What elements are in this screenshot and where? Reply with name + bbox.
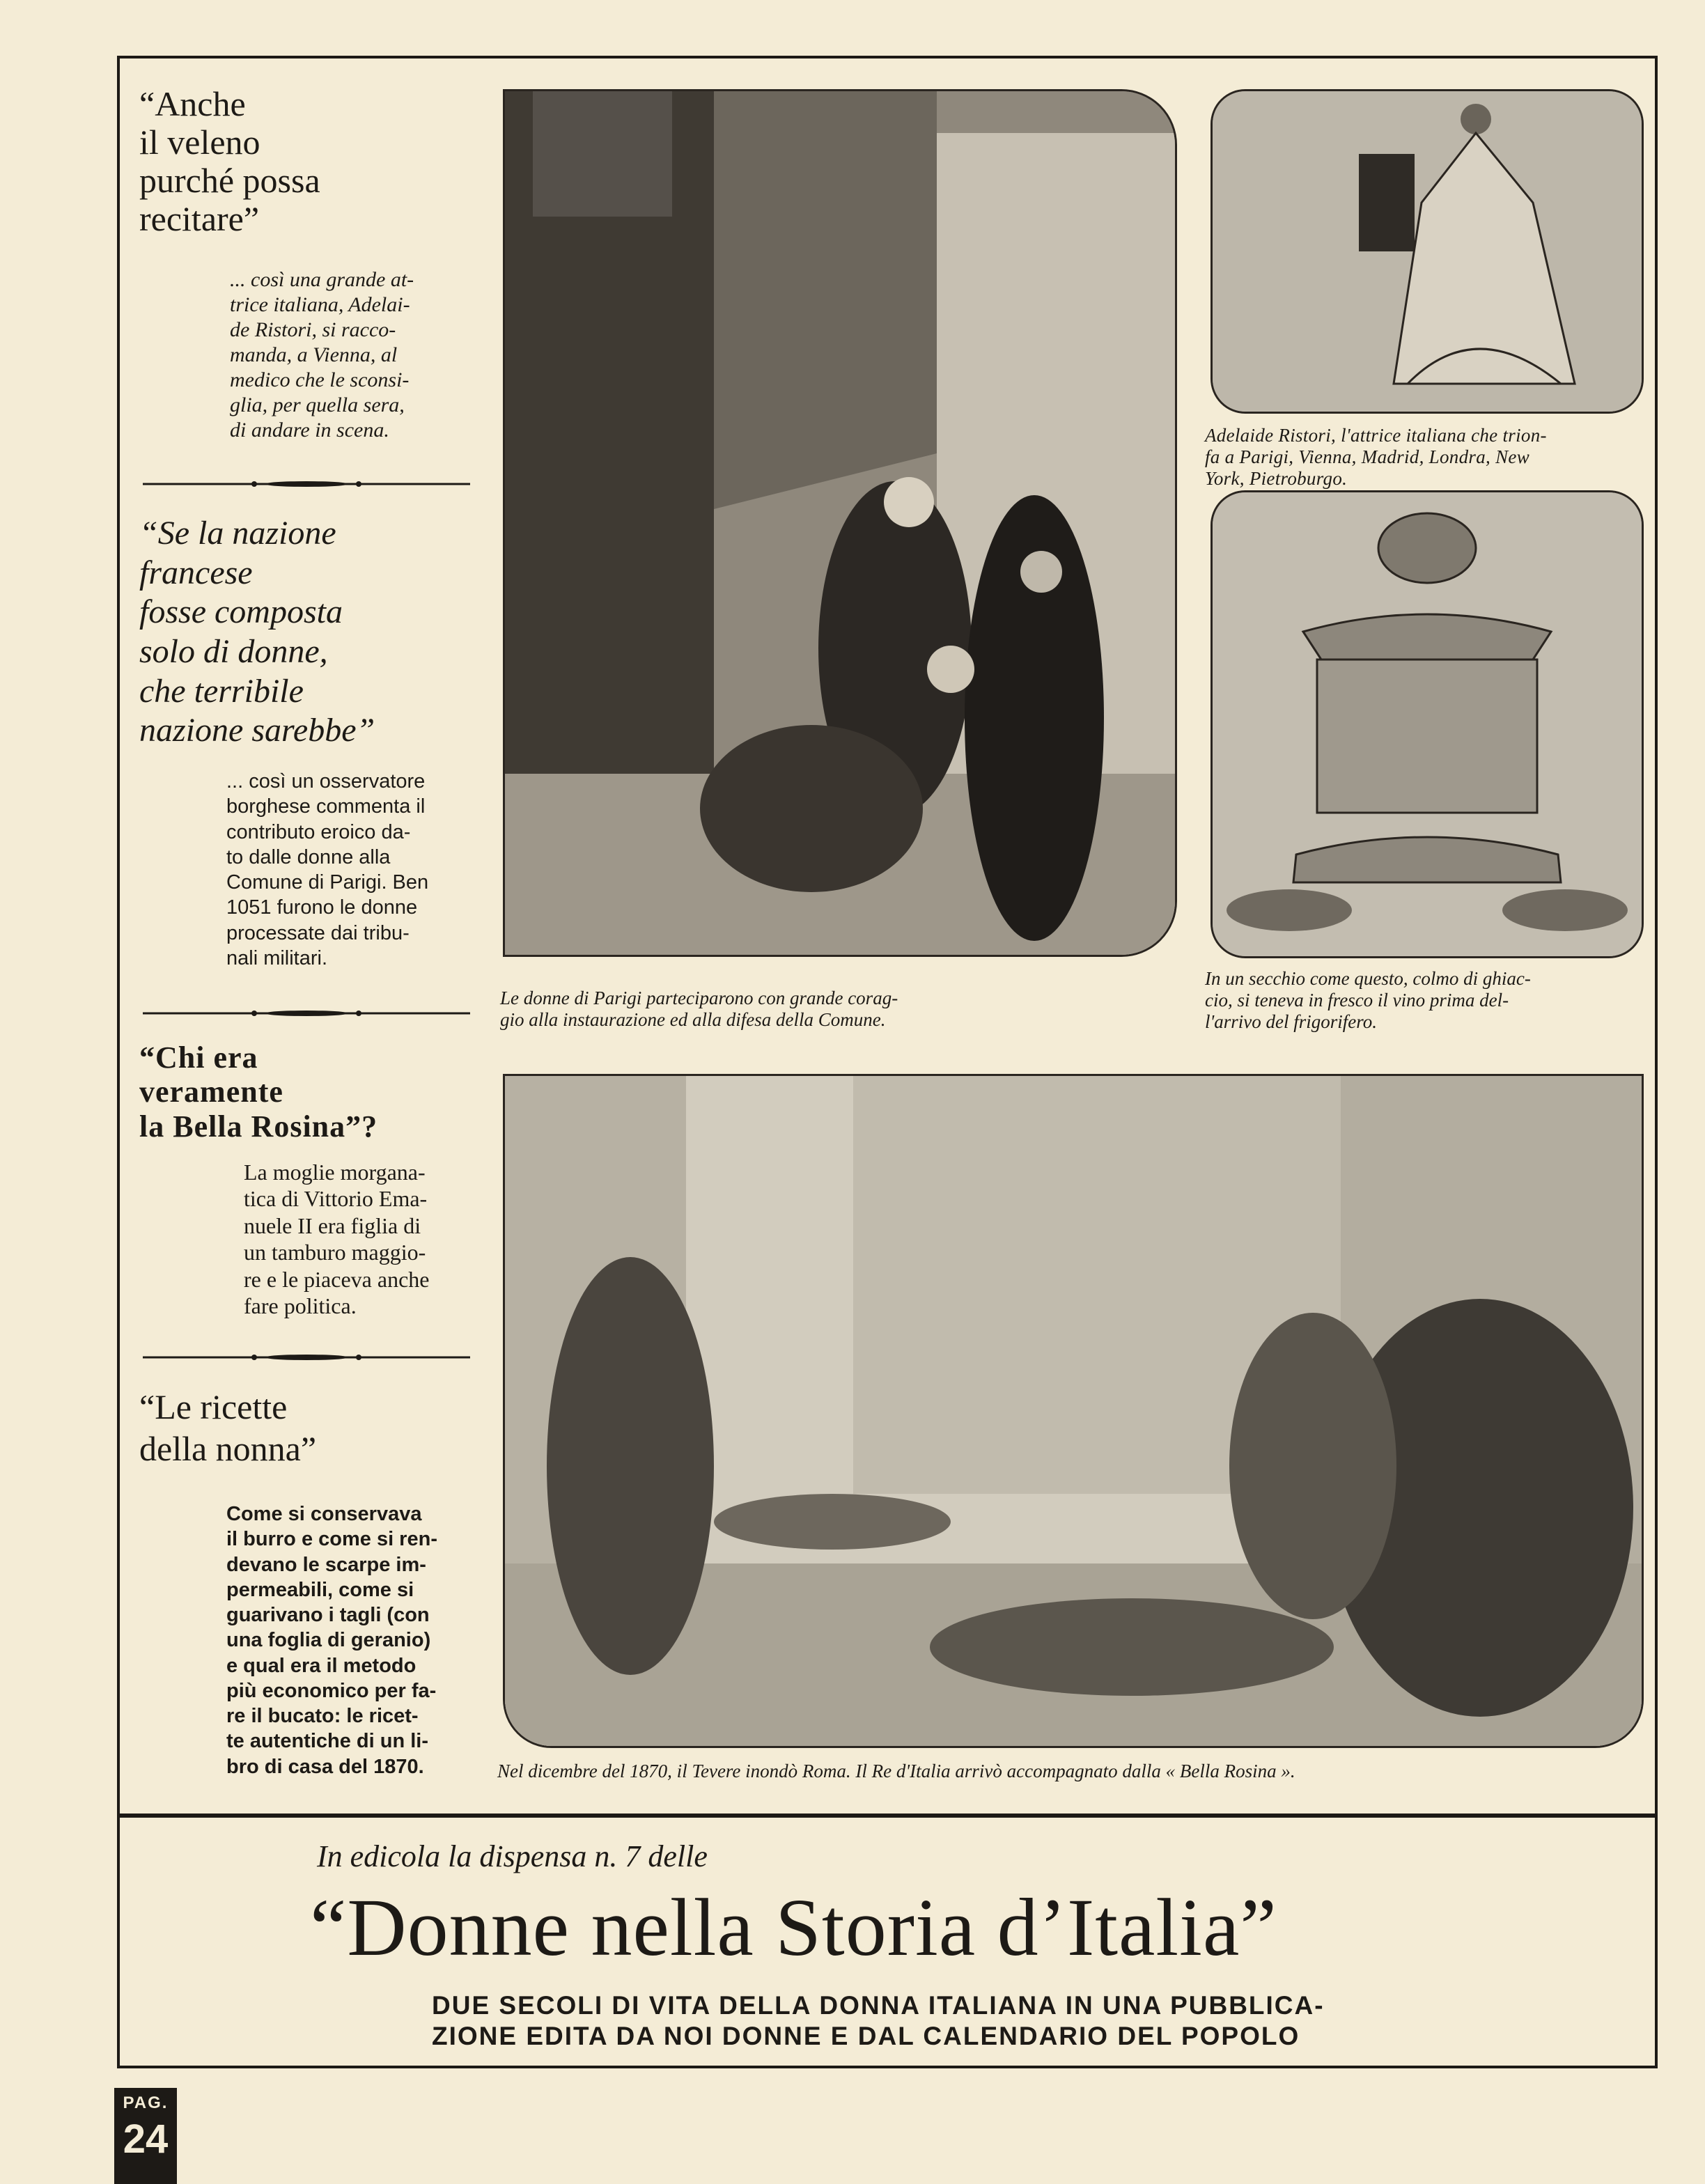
quote-line: nazione sarebbe” xyxy=(139,712,375,749)
body-line: contributo eroico da- xyxy=(226,820,411,843)
body-line: processate dai tribu- xyxy=(226,921,410,944)
quote-line: “Chi era xyxy=(139,1040,258,1075)
body-line: medico che le sconsi- xyxy=(230,368,410,391)
body-line: nali militari. xyxy=(226,946,328,969)
caption-ristori xyxy=(1205,425,1644,490)
body-line: tica di Vittorio Ema- xyxy=(244,1186,428,1212)
quote-line: francese xyxy=(139,554,253,591)
caption-line: fa a Parigi, Vienna, Madrid, Londra, New xyxy=(1205,446,1530,468)
body-line: nuele II era figlia di xyxy=(244,1212,421,1238)
ad-lead: In edicola la dispensa n. 7 delle xyxy=(317,1839,708,1873)
tiber-flood-illustration xyxy=(503,1074,1644,1748)
wine-bucket-illustration xyxy=(1210,490,1644,958)
page-number: 24 xyxy=(123,2116,169,2162)
ad-divider xyxy=(117,1814,1658,1818)
quote-line: “Anche xyxy=(139,84,246,123)
caption-line: York, Pietroburgo. xyxy=(1205,468,1348,490)
body-line: borghese commenta il xyxy=(226,795,426,818)
quote-line: la Bella Rosina”? xyxy=(139,1109,378,1144)
ristori-portrait xyxy=(1210,89,1644,414)
body-line: de Ristori, si racco- xyxy=(230,318,396,341)
quote-line: purché possa xyxy=(139,161,320,200)
quote-line: solo di donne, xyxy=(139,632,328,670)
caption-line: In un secchio come questo, colmo di ghiac- xyxy=(1205,968,1531,989)
quote-line: che terribile xyxy=(139,672,304,710)
quote-line: fosse composta xyxy=(139,593,343,631)
body-line: to dalle donne alla xyxy=(226,845,391,868)
caption-line: l'arrivo del frigorifero. xyxy=(1205,1011,1378,1033)
body-line: bro di casa del 1870. xyxy=(226,1755,424,1778)
ornament-divider xyxy=(143,1354,470,1361)
body-line: di andare in scena. xyxy=(230,419,389,442)
caption-bucket xyxy=(1205,968,1644,1033)
body-line: ... così un osservatore xyxy=(226,770,426,793)
ornament-divider xyxy=(143,1010,470,1017)
quote-line: recitare” xyxy=(139,199,260,238)
quote-ristori-body xyxy=(230,267,470,443)
quote-nazione-body xyxy=(226,769,474,971)
quote-rosina-body xyxy=(244,1159,474,1319)
quote-line: il veleno xyxy=(139,123,260,162)
quote-nazione-title xyxy=(139,514,375,751)
caption-paris xyxy=(500,988,1190,1031)
caption-line: cio, si teneva in fresco il vino prima del- xyxy=(1205,990,1509,1011)
paris-commune-illustration xyxy=(503,89,1177,957)
caption-line: Le donne di Parigi parteciparono con grande corag- xyxy=(500,988,898,1008)
body-line: più economico per fa- xyxy=(226,1679,437,1702)
body-line: te autentiche di un li- xyxy=(226,1730,429,1753)
page-number-badge xyxy=(114,2088,177,2184)
quote-line: della nonna” xyxy=(139,1429,317,1468)
quote-ristori-title xyxy=(139,85,320,238)
body-line: un tamburo maggio- xyxy=(244,1240,426,1265)
page-label: PAG. xyxy=(123,2093,169,2112)
caption-line: gio alla instaurazione ed alla difesa della Comune. xyxy=(500,1009,886,1031)
ad-title: “Donne nella Storia d’Italia” xyxy=(310,1882,1277,1973)
body-line: ... così una grande at- xyxy=(230,268,414,291)
quote-ricette-title xyxy=(139,1386,316,1469)
caption-line: Adelaide Ristori, l'attrice italiana che trion- xyxy=(1205,425,1547,446)
caption-flood: Nel dicembre del 1870, il Tevere inondò Roma. Il Re d'Italia arrivò accompagnato dalla « Bella Rosina ». xyxy=(497,1761,1295,1781)
ad-subtitle-line: DUE SECOLI DI VITA DELLA DONNA ITALIANA IN UNA PUBBLICA- xyxy=(432,1991,1325,2020)
body-line: La moglie morgana- xyxy=(244,1160,426,1185)
body-line: una foglia di geranio) xyxy=(226,1629,431,1652)
body-line: re il bucato: le ricet- xyxy=(226,1705,419,1727)
body-line: fare politica. xyxy=(244,1293,357,1318)
body-line: re e le piaceva anche xyxy=(244,1266,430,1292)
body-line: Come si conservava xyxy=(226,1503,422,1525)
ornament-divider xyxy=(143,481,470,488)
quote-line: veramente xyxy=(139,1075,283,1109)
body-line: trice italiana, Adelai- xyxy=(230,293,410,316)
quote-line: “Le ricette xyxy=(139,1387,288,1426)
ad-subtitle xyxy=(432,1990,1325,2052)
quote-rosina-title xyxy=(139,1040,377,1144)
body-line: permeabili, come si xyxy=(226,1578,414,1601)
body-line: e qual era il metodo xyxy=(226,1654,416,1677)
body-line: manda, a Vienna, al xyxy=(230,343,398,366)
body-line: guarivano i tagli (con xyxy=(226,1604,430,1626)
quote-ricette-body xyxy=(226,1502,474,1779)
ad-subtitle-line: ZIONE EDITA DA NOI DONNE E DAL CALENDARIO DEL POPOLO xyxy=(432,2022,1300,2051)
body-line: il burro e come si ren- xyxy=(226,1528,437,1551)
body-line: Comune di Parigi. Ben xyxy=(226,871,429,894)
body-line: glia, per quella sera, xyxy=(230,393,405,416)
quote-line: “Se la nazione xyxy=(139,515,336,552)
body-line: devano le scarpe im- xyxy=(226,1553,426,1576)
body-line: 1051 furono le donne xyxy=(226,896,418,919)
